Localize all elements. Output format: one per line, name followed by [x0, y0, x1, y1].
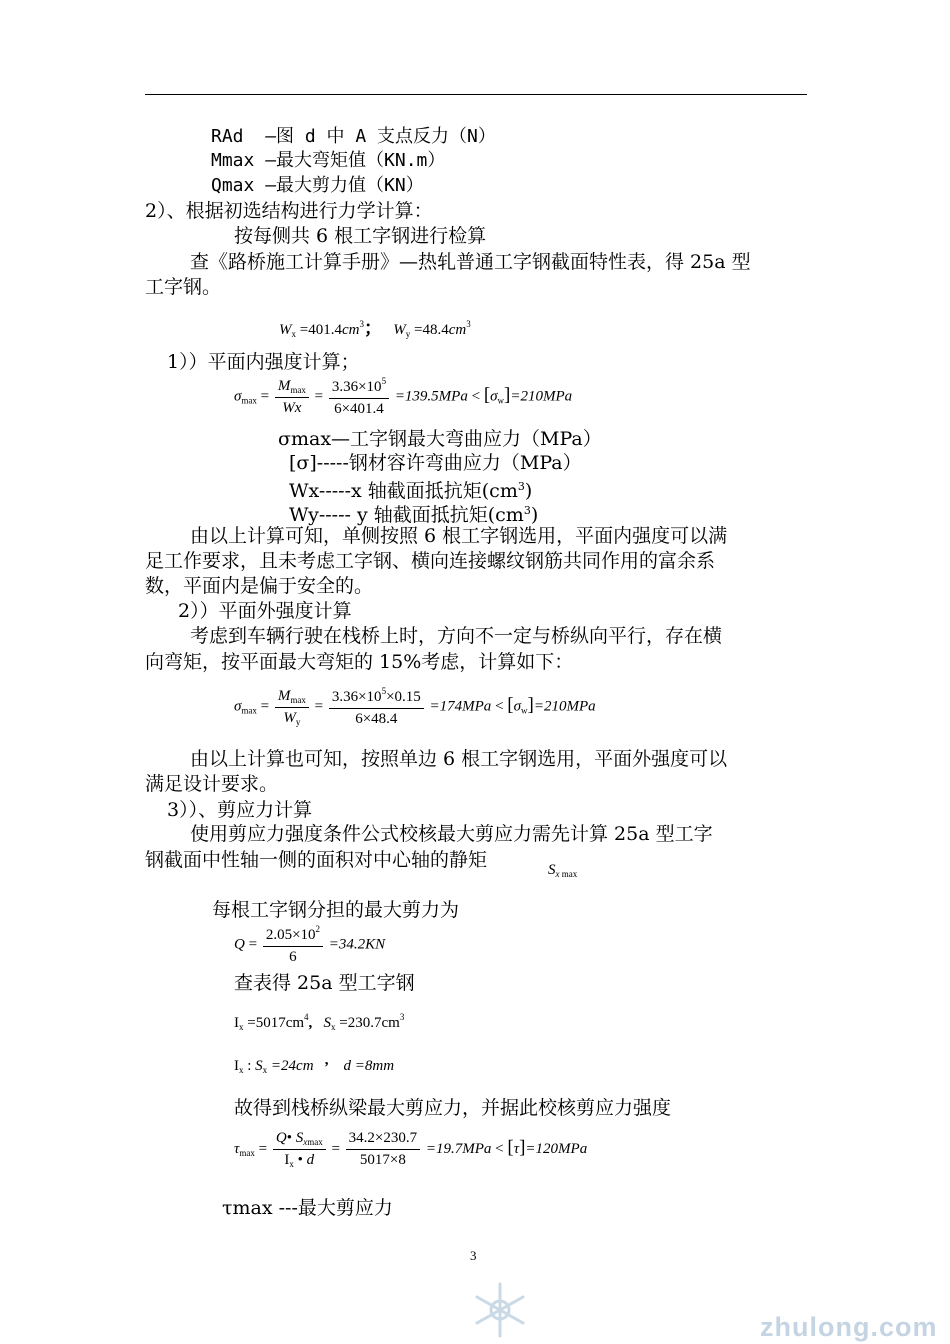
- lookup-line-2: 工字钢。: [145, 276, 222, 298]
- def-qmax: Qmax –最大剪力值（KN）: [211, 175, 424, 196]
- tau-definition: τmax ---最大剪应力: [222, 1197, 393, 1219]
- shear-stress-equation: $\tau_{max}$ = $\frac{Q• S_{xmax}}{I_x • d}$ = $\frac{34.2\times 230.7}{5017\times 8}$ =19.7MPa < [τ]=120MPa: [234, 1130, 588, 1169]
- subsection-3-title: 3））、剪应力计算: [167, 799, 313, 821]
- out-of-plane-stress-equation: $\sigma_{max}$ = $\frac{M_{max}}{W_y}$ = $\frac{3.36\times 10^5\times 0.15}{6\times 48.4}$ $=174MPa < [\sigma_w]=210MPa$: [234, 686, 596, 727]
- header-rule: [145, 94, 807, 95]
- table-line: 查表得 25a 型工字钢: [234, 972, 415, 994]
- in-plane-stress-equation: $\sigma_{max}$ = $\frac{M_{max}}{Wx}$ = $\frac{3.36\times 10^5}{6\times 401.4}$ $=139.5MPa < [\sigma_w]=210MPa$: [234, 376, 573, 417]
- legend-allowable-stress: [σ]-----钢材容许弯曲应力（MPa）: [289, 452, 582, 474]
- paragraph-1-line-2: 足工作要求，且未考虑工字钢、横向连接螺纹钢筋共同作用的富余系: [145, 550, 716, 572]
- legend-wy: Wy----- y 轴截面抵抗矩$(cm^3)$: [289, 504, 539, 526]
- verify-line: 故得到栈桥纵梁最大剪应力，并据此校核剪应力强度: [234, 1097, 672, 1119]
- section-2-title: 2）、根据初选结构进行力学计算：: [145, 200, 433, 222]
- check-line: 按每侧共 6 根工字钢进行检算: [234, 225, 487, 247]
- legend-wx: Wx-----x 轴截面抵抗矩$(cm^3)$: [289, 480, 533, 502]
- def-mmax: Mmax —最大弯矩值（KN.m）: [211, 150, 446, 171]
- section-properties-equation: $I_x =5017cm^4$, $S_x =230.7cm^3$: [234, 1012, 405, 1032]
- paragraph-4-line-2: 钢截面中性轴一侧的面积对中心轴的静矩: [145, 849, 488, 871]
- static-moment-symbol: $S_{x max}$: [548, 862, 578, 879]
- paragraph-3-line-1: 由以上计算也可知，按照单边 6 根工字钢选用，平面外强度可以: [190, 748, 728, 770]
- paragraph-3-line-2: 满足设计要求。: [145, 773, 279, 795]
- shear-force-equation: Q = $\frac{2.05\times 10^2}{6}$ =34.2KN: [234, 924, 386, 965]
- paragraph-1-line-3: 数，平面内是偏于安全的。: [145, 575, 374, 597]
- paragraph-2-line-2: 向弯矩，按平面最大弯矩的 15%考虑，计算如下：: [145, 651, 574, 673]
- watermark-text: zhulong.com: [760, 1312, 938, 1342]
- subsection-1-title: 1））平面内强度计算；: [167, 351, 360, 373]
- ratio-thickness-equation: $I_x$ : $S_x =24cm$ , d =8mm: [234, 1052, 395, 1075]
- legend-sigma-max: σmax—工字钢最大弯曲应力（MPa）: [278, 428, 602, 450]
- lookup-line-1: 查《路桥施工计算手册》—热轧普通工字钢截面特性表，得 25a 型: [190, 251, 751, 273]
- paragraph-1-line-1: 由以上计算可知，单侧按照 6 根工字钢选用，平面内强度可以满: [190, 525, 728, 547]
- paragraph-4-line-1: 使用剪应力强度条件公式校核最大剪应力需先计算 25a 型工字: [190, 823, 713, 845]
- subsection-2-title: 2））平面外强度计算: [178, 600, 352, 622]
- max-shear-line: 每根工字钢分担的最大剪力为: [212, 899, 460, 921]
- paragraph-2-line-1: 考虑到车辆行驶在栈桥上时，方向不一定与桥纵向平行，存在横: [190, 625, 723, 647]
- section-modulus-equation: $W_x =401.4cm^3$； $W_y =48.4cm^3$: [279, 318, 471, 339]
- page-number: 3: [470, 1248, 477, 1263]
- snowflake-watermark-icon: [460, 1280, 540, 1340]
- def-rad: RAd —图 d 中 A 支点反力（N）: [211, 126, 496, 147]
